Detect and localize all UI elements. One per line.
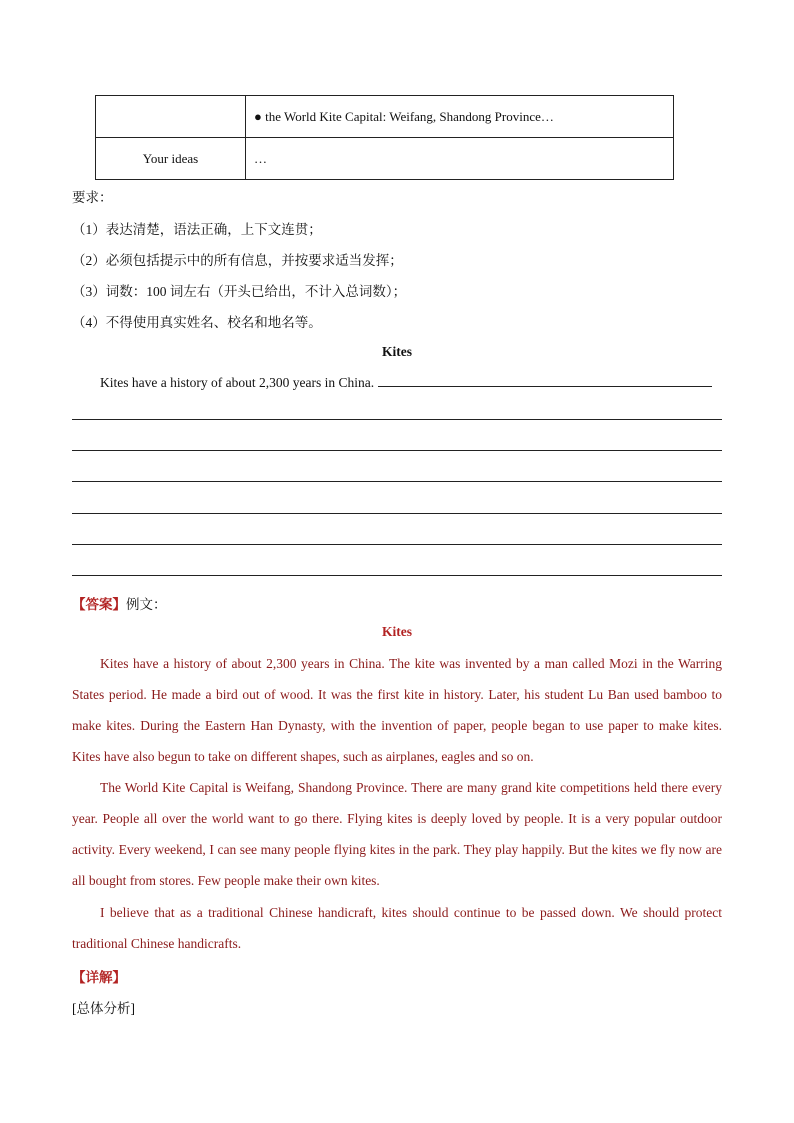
table-cell-label — [96, 96, 246, 138]
blank-line — [72, 575, 722, 576]
answer-bracket: 【答案】 — [72, 597, 126, 612]
essay-paragraph — [72, 897, 722, 959]
essay-paragraph-text: The World Kite Capital is Weifang, Shandong Province. There are many grand kite competitions held there every year. People all over the world want to go there. Flying kites is deeply loved by people. It is a very popular outdoor activity. Every weekend, I can see many people flying kites in the park. They play happily. But the kites we fly now are all bought from stores. Few people make their own kites. — [72, 780, 722, 888]
table-row — [96, 96, 674, 138]
blank-line — [72, 450, 722, 451]
writing-opening: Kites have a history of about 2,300 years in China. — [100, 375, 375, 390]
requirement-item: （1）表达清楚，语法正确，上下文连贯； — [72, 222, 322, 237]
blank-line — [72, 544, 722, 545]
requirement-item: （3）词数：100 词左右（开头已给出，不计入总词数）； — [72, 284, 407, 299]
requirement-item: （2）必须包括提示中的所有信息，并按要求适当发挥； — [72, 253, 403, 268]
table-cell-content: ● the World Kite Capital: Weifang, Shandong Province… — [246, 96, 674, 138]
writing-opening-line — [100, 375, 712, 391]
table-row — [96, 138, 674, 180]
answer-label-text: 例文： — [126, 597, 167, 612]
answer-label — [72, 593, 167, 613]
essay-paragraph-text: I believe that as a traditional Chinese handicraft, kites should continue to be passed down. We should protect traditional Chinese handicrafts. — [72, 905, 722, 951]
blank-line — [72, 481, 722, 482]
requirement-item: （4）不得使用真实姓名、校名和地名等。 — [72, 315, 322, 330]
blank-line — [72, 419, 722, 420]
table-cell-content: … — [246, 138, 674, 180]
hint-table — [95, 95, 674, 180]
requirements-heading: 要求： — [72, 190, 113, 205]
blank-line — [378, 375, 712, 387]
essay-title: Kites — [382, 624, 412, 639]
blank-line — [72, 513, 722, 514]
writing-title: Kites — [382, 344, 412, 359]
analysis-subheading: [总体分析] — [72, 1001, 135, 1016]
detail-heading: 【详解】 — [72, 970, 126, 985]
essay-paragraph — [72, 648, 722, 772]
essay-paragraph-text: Kites have a history of about 2,300 years in China. The kite was invented by a man called Mozi in the Warring States period. He made a bird out of wood. It was the first kite in history. Later, his student Lu Ban used bamboo to make kites. During the Eastern Han Dynasty, with the invention of paper, people began to use paper to make kites. Kites have also begun to take on different shapes, such as airplanes, eagles and so on. — [72, 656, 722, 764]
table-cell-label: Your ideas — [96, 138, 246, 180]
essay-paragraph — [72, 772, 722, 896]
